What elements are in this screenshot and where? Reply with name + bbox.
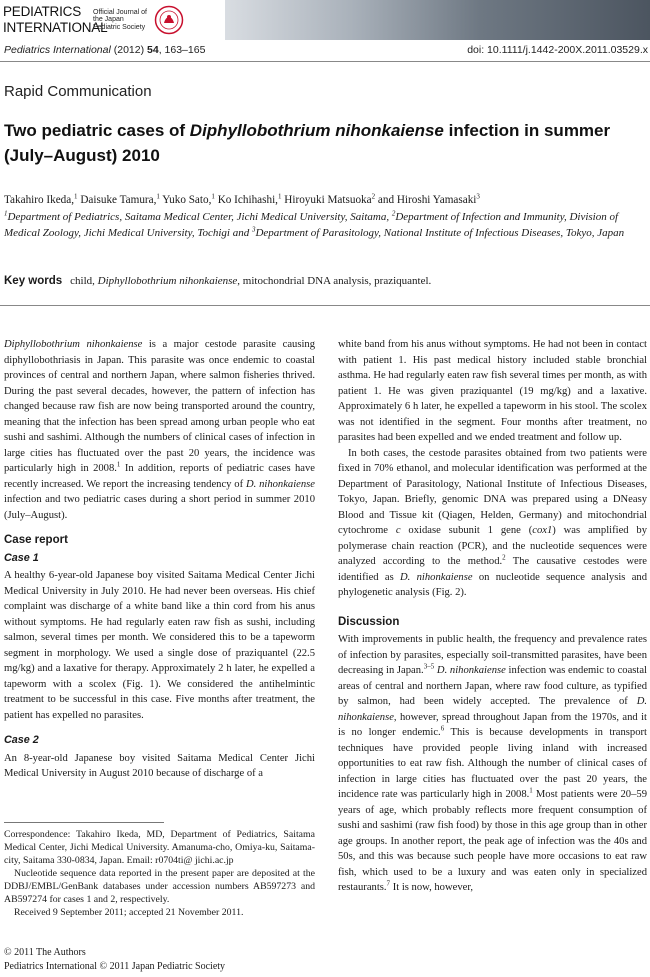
right-column <box>338 337 647 896</box>
left-column <box>4 337 315 782</box>
author-affiliation-mark: 1 <box>156 192 160 201</box>
nucleotide-note: Nucleotide sequence data reported in the present paper are deposited at the DDBJ/EMBL/GenBank databases under accession numbers AB597273 and AB597274 for cases 1 and 2, respectively. <box>4 868 315 905</box>
header-rule <box>0 61 650 62</box>
gene-name: cox1 <box>532 525 553 536</box>
species-name: D. nihonkaiense <box>245 478 315 490</box>
author-list <box>4 193 644 207</box>
author <box>284 194 375 206</box>
citation-ref[interactable]: 2 <box>502 553 506 562</box>
journal-logo-area <box>0 0 225 40</box>
affiliation-mark: 3 <box>251 224 256 233</box>
case1-paragraph: A healthy 6-year-old Japanese boy visited Saitama Medical Center Jichi Medical University in July 2010. He had never been overseas. His chief complaint was discharge of a white band like a thin cord from his anus without symptoms. He had regularly eaten raw fish as sushi, including salmon, several times per month. We considered this to be a tapeworm segment in morphology. We used a single dose of praziquantel (22.5 mg/kg) and a laxative for therapy. Approximately 2 h later, he expelled a tapeworm with a scolex (Fig. 1). We considered the antihelmintic treatment to be successful in this case. Five months after treatment, the patient has expelled no parasites. <box>4 570 315 721</box>
author-name: Hiroyuki Matsuoka <box>284 194 372 206</box>
body-text: on nucleotide sequence analysis and phylogenetic analysis (Fig. 2). <box>338 571 647 598</box>
body-text: Most patients were 20–59 years of age, which probably reflects more frequent consumption of sushi and sashimi (raw fish food) by those in this age group than in other age groups. In another report, the peak age of infection was the 40s and 50s, and this was because such people have more occasions to eat raw fish, which used to be a luxury and was eaten only in specialized restaurants. <box>338 789 647 893</box>
official-journal-note: Official Journal of the Japan Pediatric Society <box>93 8 147 31</box>
citation-volume: 54 <box>147 44 159 56</box>
author <box>80 194 160 206</box>
citation-ref[interactable]: 1 <box>116 460 121 469</box>
case2-heading: Case 2 <box>4 734 39 746</box>
author <box>162 194 215 206</box>
copyright-society: Pediatrics International © 2011 Japan Pediatric Society <box>4 960 226 972</box>
title-species: Diphyllobothrium nihonkaiense <box>189 121 444 140</box>
discussion-paragraph <box>338 632 647 896</box>
citation-doi[interactable]: doi: 10.1111/j.1442-200X.2011.03529.x <box>467 44 648 56</box>
affiliation-1: Department of Pediatrics, Saitama Medical Center, Jichi Medical University, Saitama, <box>7 211 390 223</box>
citation-ref[interactable]: 7 <box>386 879 391 888</box>
author-affiliation-mark: 1 <box>211 192 215 201</box>
case1-heading: Case 1 <box>4 551 39 564</box>
keywords-text: , mitochondrial DNA analysis, praziquantel. <box>237 275 432 287</box>
journal-masthead <box>0 0 650 40</box>
affiliation-mark: 2 <box>391 209 396 218</box>
journal-logo <box>3 2 108 39</box>
body-text: is a major cestode parasite causing diphyllobothriasis in Japan. This parasite was once endemic to coastal provinces of central and northern Japan, where salmon fisheries thrived. During the past several decades, however, the pattern of infection has changed because raw fish are now being transported around the country, meaning that the infection has been spread among urban people who eat sushi and sashimi. Although the numbers of clinical cases of infection in large cities has fluctuated over the past 20 years, the incidence was particularly high in 2008. <box>4 339 316 474</box>
author <box>4 194 78 206</box>
citation-year: (2012) <box>113 44 145 56</box>
article-title <box>4 118 634 168</box>
svg-text:PEDIATRICS: PEDIATRICS <box>3 3 82 19</box>
body-text: infection and two pediatric cases during a short period in summer 2010 (July–August). <box>4 494 315 521</box>
keywords-rule <box>0 305 650 306</box>
section-label: Rapid Communication <box>4 83 152 100</box>
footnote-rule <box>4 822 164 823</box>
affiliations <box>4 210 644 241</box>
keywords-text: child, <box>70 275 98 287</box>
body-text: infection was endemic to coastal areas of central and northern Japan, where raw food culture, as typified by salmon, had been widely accepted. The prevalence of <box>338 665 648 707</box>
title-part: Two pediatric cases of <box>4 121 190 140</box>
copyright <box>4 946 225 973</box>
author-affiliation-mark: 1 <box>277 192 282 201</box>
species-name: D. nihonkaiense <box>434 665 506 676</box>
citation-ref[interactable]: 6 <box>440 724 445 733</box>
affiliation-2: Department of Infection and Immunity, Division of Medical Zoology, Jichi Medical University, Tochigi <box>4 211 619 239</box>
affiliation-3: Department of Parasitology, National Institute of Infectious Diseases, Tokyo, Japan <box>255 226 625 239</box>
author-affiliation-mark: 3 <box>476 192 480 201</box>
author-name: Yuko Sato, <box>162 194 212 206</box>
author-affiliation-mark: 2 <box>371 192 376 201</box>
body-text: , however, spread throughout Japan from the 1970s, and it is no longer endemic. <box>338 711 647 738</box>
title-part: infection in summer (July–August) 2010 <box>4 121 611 165</box>
body-text: It is now, however, <box>390 882 474 893</box>
case2-continued: white band from his anus without symptoms. He had not been in contact with patient 1. His past medical history included stable bronchial asthma. He had regularly eaten raw fish several times per month, as with patient 1. He was given praziquantel (19 mg/kg) and a laxative. Approximately 6 h later, he expelled a tapeworm in his stool. The scolex was not identified in the segment. Four months after treatment, no parasites had been expelled and we ended treatment and follow up. <box>338 339 647 443</box>
copyright-authors: © 2011 The Authors <box>4 947 86 958</box>
citation-journal: Pediatrics International <box>4 44 111 56</box>
body-italic: c <box>395 525 401 536</box>
body-text: With improvements in public health, the frequency and prevalence rates of infection by parasites, especially soil-transmitted parasites, have been decreasing in Japan. <box>338 634 647 676</box>
society-seal-icon <box>154 5 184 35</box>
body-text: ) was amplified by polymerase chain reaction (PCR), and the nucleotide sequences were analyzed according to the method. <box>338 525 648 567</box>
author-name: Ko Ichihashi, <box>217 194 278 206</box>
author <box>218 194 282 206</box>
body-text: In addition, reports of pediatric cases have recently increased. We report the increasing tendency of <box>4 463 315 490</box>
citation-reference <box>4 44 205 56</box>
received-note: Received 9 September 2011; accepted 21 November 2011. <box>14 907 244 918</box>
body-text: oxidase subunit 1 gene ( <box>400 525 533 536</box>
affiliation-mark: 1 <box>4 209 8 218</box>
masthead-gradient-band <box>225 0 650 40</box>
methods-paragraph <box>338 446 647 601</box>
citation-line <box>4 44 648 56</box>
affiliation-conjunction: and <box>232 226 250 239</box>
correspondence-note: Correspondence: Takahiro Ikeda, MD, Department of Pediatrics, Saitama Medical Center, Jichi Medical University. Amanuma-cho, Omiya-ku, Saitama-city, Saitama 330-0834, Japan. Email: r0704ti@ jichi.ac.jp <box>4 829 315 866</box>
discussion-heading: Discussion <box>338 615 400 628</box>
footnotes <box>4 828 315 919</box>
intro-paragraph <box>4 337 315 523</box>
author <box>378 194 480 206</box>
citation-ref[interactable]: 3–5 <box>423 662 435 671</box>
svg-text:INTERNATIONAL: INTERNATIONAL <box>3 19 108 35</box>
author-affiliation-mark: 1 <box>74 192 78 201</box>
species-name: D. nihonkaiense <box>400 571 473 583</box>
author-name: and Hiroshi Yamasaki <box>377 194 477 206</box>
keywords <box>4 275 644 287</box>
keywords-label: Key words <box>4 275 63 287</box>
author-name: Takahiro Ikeda, <box>4 194 75 206</box>
body-text: In both cases, the cestode parasites obtained from two patients were fixed in 70% ethanol, and molecular identification was performed at the Department of Parasitology, National Institute of Infectious Diseases, Tokyo, Japan. Briefly, genomic DNA was prepared using a DNeasy Blood and Tissue kit (Qiagen, Helden, Germany) and mitochondrial cytochrome <box>338 447 647 536</box>
citation-pages: , 163–165 <box>158 44 206 56</box>
body-text: This is because developments in transport techniques have provided people living inland with increased opportunities to eat raw fish. Although the number of clinical cases of infection in large cities has fluctuated over the past 20 years, the incidence rate was particularly high in 2008. <box>338 727 647 800</box>
body-text: The causative cestodes were identified as <box>338 556 647 583</box>
keywords-species: Diphyllobothrium nihonkaiense <box>97 275 238 287</box>
case2-paragraph: An 8-year-old Japanese boy visited Saitama Medical Center Jichi Medical University in August 2010 because of discharge of a <box>4 752 315 779</box>
case-report-heading: Case report <box>4 534 68 546</box>
citation-ref[interactable]: 1 <box>529 786 533 795</box>
author-name: Daisuke Tamura, <box>80 194 157 206</box>
journal-logo-wordmark <box>3 2 108 36</box>
species-name: Diphyllobothrium nihonkaiense <box>4 339 143 350</box>
species-name: D. nihonkaiense <box>338 696 647 723</box>
